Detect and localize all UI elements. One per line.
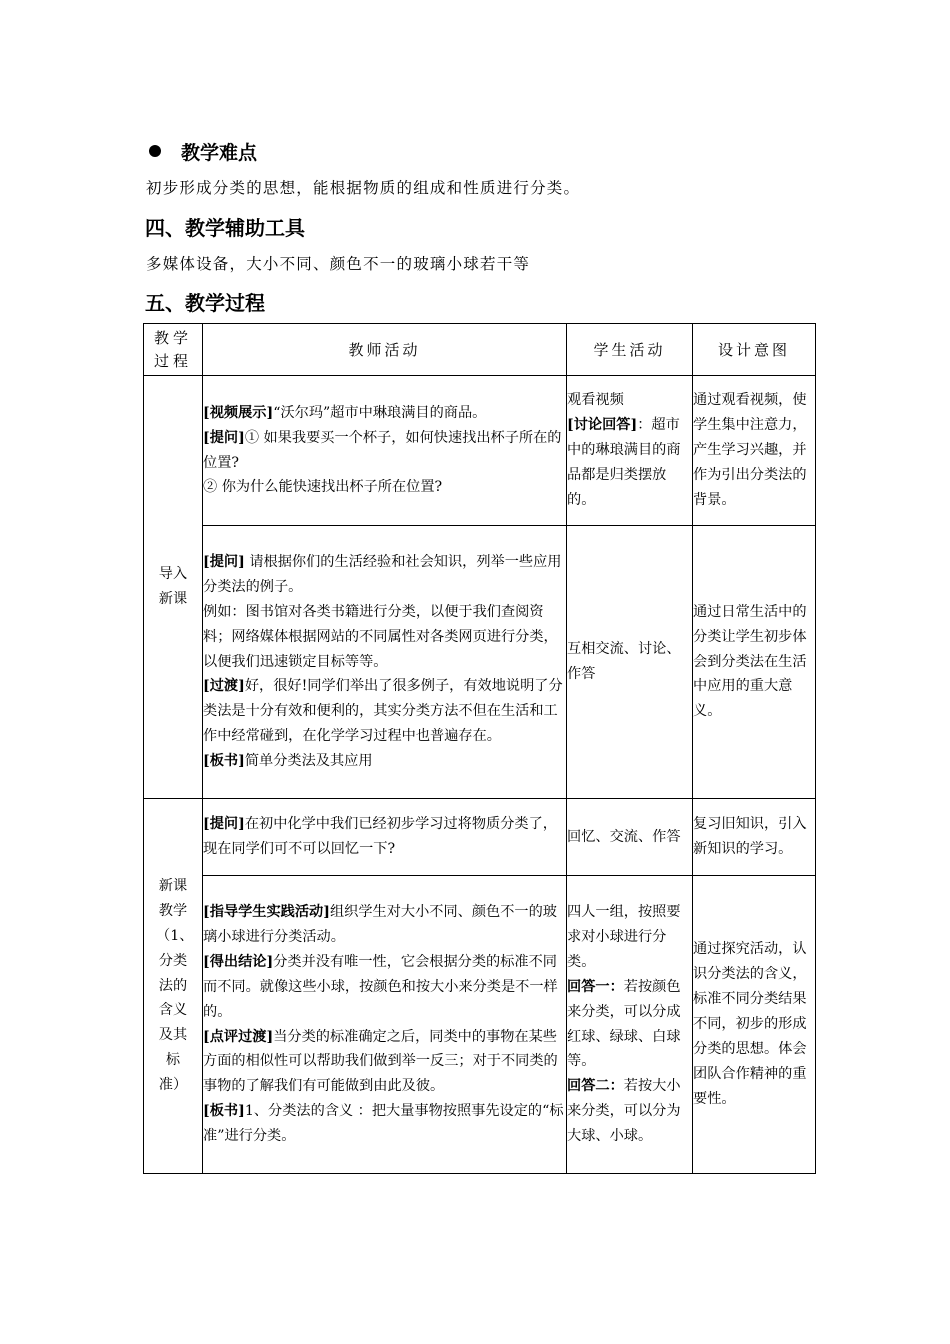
teacher-cell: [视频展示]“沃尔玛”超市中琳琅满目的商品。 [提问]① 如果我要买一个杯子，如何快速找出杯子所在的位置? ② 你为什么能快速找出杯子所在位置? [203,376,567,526]
table-row [144,799,816,876]
table-header-row [144,324,816,376]
header-intent: 设计意图 [693,324,816,376]
table-row [144,876,816,1174]
header-student: 学生活动 [567,324,693,376]
bullet-icon [149,145,161,157]
process-table [143,323,816,1174]
table-row [144,526,816,799]
teacher-cell: [提问] 请根据你们的生活经验和社会知识，列举一些应用分类法的例子。 例如：图书馆对各类书籍进行分类，以便于我们查阅资料；网络媒体根据网站的不同属性对各类网页进行分类，以便我们迅速锁定目标等等。 [过渡]好，很好!同学们举出了很多例子，有效地说明了分类法是十分有效和便利的，其实分类方法不但在生活和工作中经常碰到，在化学学习过程中也普遍存在。 [板书]简单分类法及其应用 [203,526,567,799]
difficulty-heading [145,138,257,164]
student-cell: 互相交流、讨论、作答 [567,526,693,799]
difficulty-heading-text: 教学难点 [181,141,258,164]
student-cell: 四人一组，按照要求对小球进行分类。 回答一：若按颜色来分类，可以分成红球、绿球、白球等。 回答二：若按大小来分类，可以分为大球、小球。 [567,876,693,1174]
table-row [144,376,816,526]
teacher-cell: [提问]在初中化学中我们已经初步学习过将物质分类了，现在同学们可不可以回忆一下? [203,799,567,876]
intent-cell: 通过观看视频，使学生集中注意力，产生学习兴趣，并作为引出分类法的背景。 [693,376,816,526]
stage-cell-intro: 导入新课 [144,376,203,799]
teacher-cell: [指导学生实践活动]组织学生对大小不同、颜色不一的玻璃小球进行分类活动。 [得出结论]分类并没有唯一性，它会根据分类的标准不同而不同。就像这些小球，按颜色和按大小来分类是不一样的。 [点评过渡]当分类的标准确定之后，同类中的事物在某些方面的相似性可以帮助我们做到举一反三；对于不同类的事物的了解我们有可能做到由此及彼。 [板书]1、分类法的含义 ：把大量事物按照事先设定的“标准”进行分类。 [203,876,567,1174]
tools-text: 多媒体设备，大小不同、颜色不一的玻璃小球若干等 [146,255,531,273]
student-cell: 观看视频 [讨论回答]：超市中的琳琅满目的商品都是归类摆放的。 [567,376,693,526]
stage-cell-new-lesson: 新课教学（1、分类法的含义及其标准） [144,799,203,1174]
student-cell: 回忆、交流、作答 [567,799,693,876]
tools-heading: 四、教学辅助工具 [145,216,305,240]
intent-cell: 通过日常生活中的分类让学生初步体会到分类法在生活中应用的重大意义。 [693,526,816,799]
process-heading: 五、教学过程 [145,291,265,315]
header-teacher: 教师活动 [203,324,567,376]
intent-cell: 复习旧知识，引入新知识的学习。 [693,799,816,876]
difficulty-text: 初步形成分类的思想，能根据物质的组成和性质进行分类。 [146,179,581,197]
intent-cell: 通过探究活动，认识分类法的含义，标准不同分类结果不同，初步的形成分类的思想。体会团队合作精神的重要性。 [693,876,816,1174]
header-stage: 教学过程 [144,324,203,376]
